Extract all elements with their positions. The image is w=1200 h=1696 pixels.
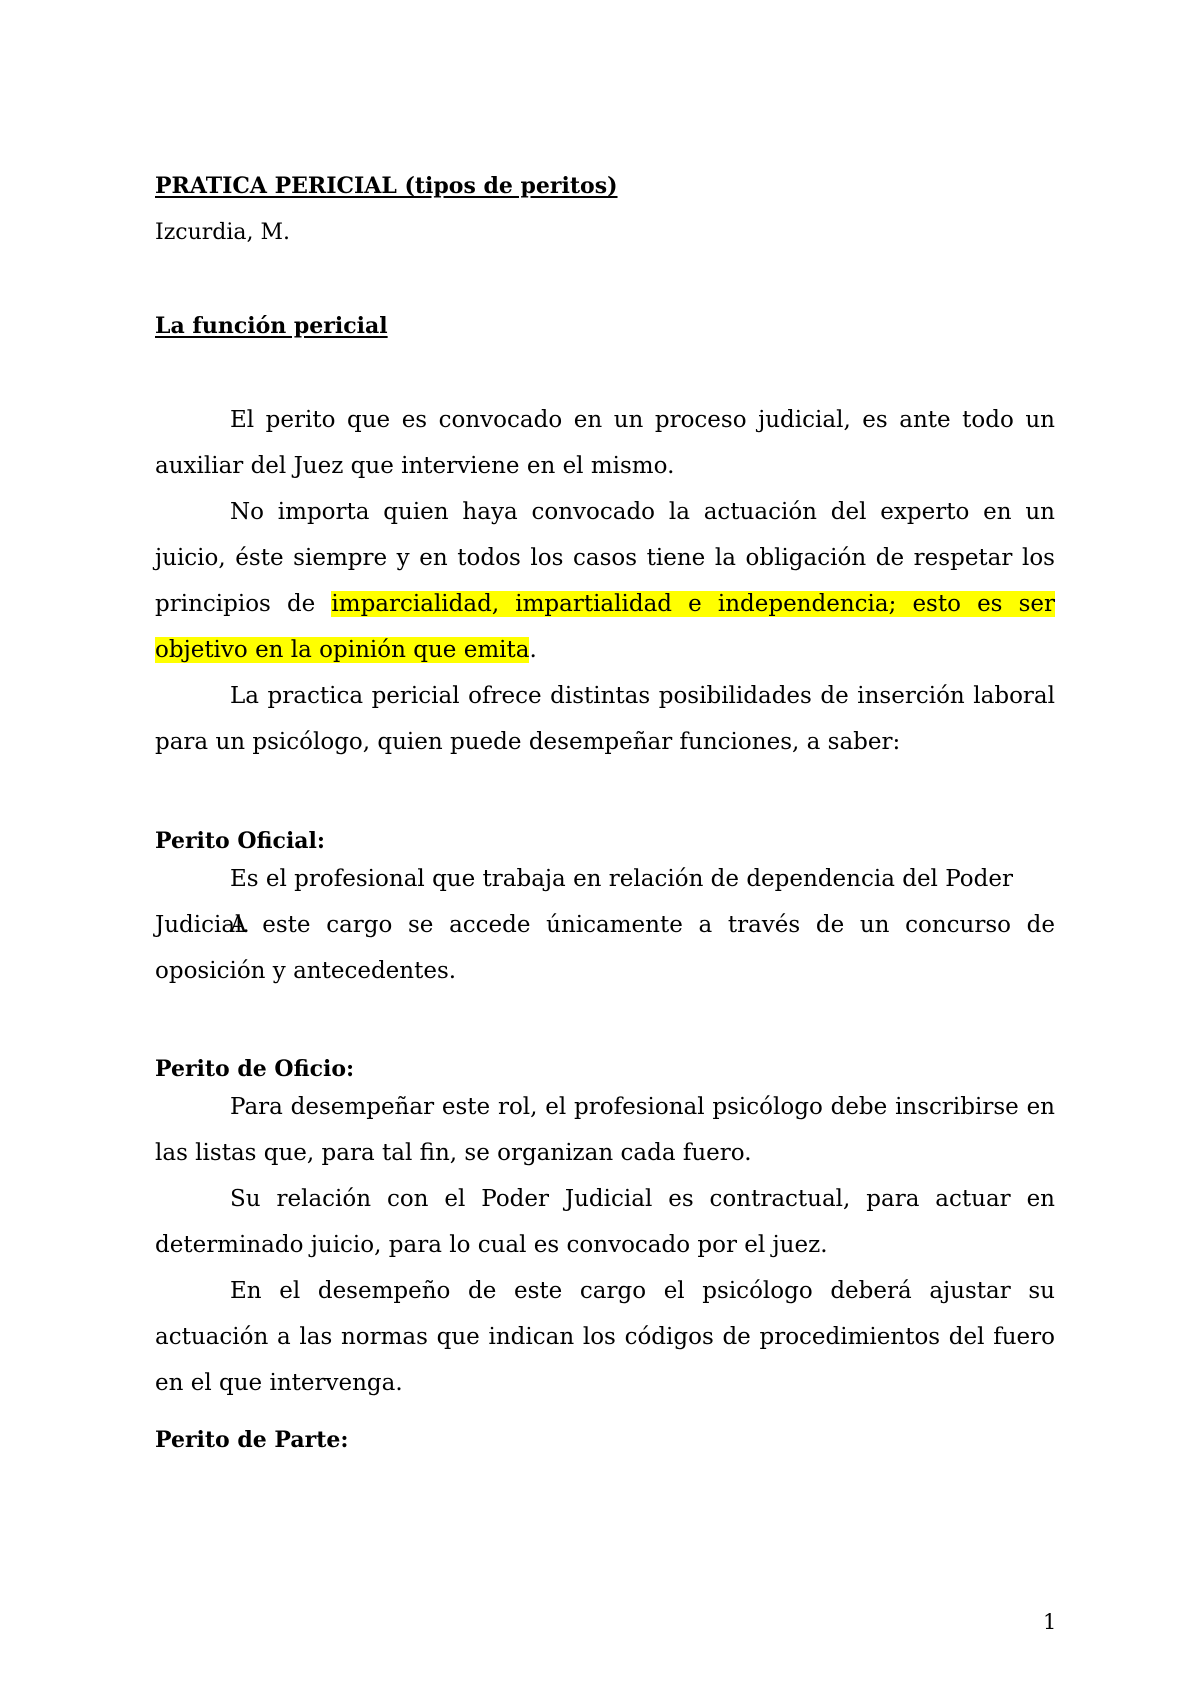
paragraph-funcion-2 <box>155 489 1055 673</box>
section-heading-funcion: La función pericial <box>155 313 388 339</box>
document-title: PRATICA PERICIAL (tipos de peritos) <box>155 173 618 199</box>
section-heading-oficio: Perito de Oficio: <box>155 1056 355 1082</box>
paragraph-oficial-2: A este cargo se accede únicamente a través de un concurso de oposición y antecedentes. <box>155 912 1055 984</box>
section-heading-parte: Perito de Parte: <box>155 1427 349 1453</box>
paragraph-funcion-3: La practica pericial ofrece distintas posibilidades de inserción laboral para un psicólogo, quien puede desempeñar funciones, a saber: <box>155 683 1055 755</box>
paragraph-text: . <box>529 637 537 663</box>
document-author: Izcurdia, M. <box>155 220 291 245</box>
page-number: 1 <box>1043 1610 1057 1634</box>
paragraph-funcion-1: El perito que es convocado en un proceso judicial, es ante todo un auxiliar del Juez que interviene en el mismo. <box>155 407 1055 479</box>
paragraph-oficio-1: Para desempeñar este rol, el profesional psicólogo debe inscribirse en las listas que, para tal fin, se organizan cada fuero. <box>155 1094 1055 1166</box>
paragraph-oficial-1: Es el profesional que trabaja en relación de dependencia del Poder Judicial. <box>155 866 1013 938</box>
highlighted-text: imparcialidad, impartialidad e independencia; esto es ser objetivo en la opinión que emita <box>155 591 1055 663</box>
paragraph-oficio-2: Su relación con el Poder Judicial es contractual, para actuar en determinado juicio, para lo cual es convocado por el juez. <box>155 1186 1055 1258</box>
section-heading-oficial: Perito Oficial: <box>155 828 326 854</box>
paragraph-text: No importa quien haya convocado la actuación del experto en un juicio, éste siempre y en todos los casos tiene la obligación de respetar los principios de <box>155 499 1055 617</box>
paragraph-oficio-3: En el desempeño de este cargo el psicólogo deberá ajustar su actuación a las normas que indican los códigos de procedimientos del fuero en el que intervenga. <box>155 1278 1055 1396</box>
